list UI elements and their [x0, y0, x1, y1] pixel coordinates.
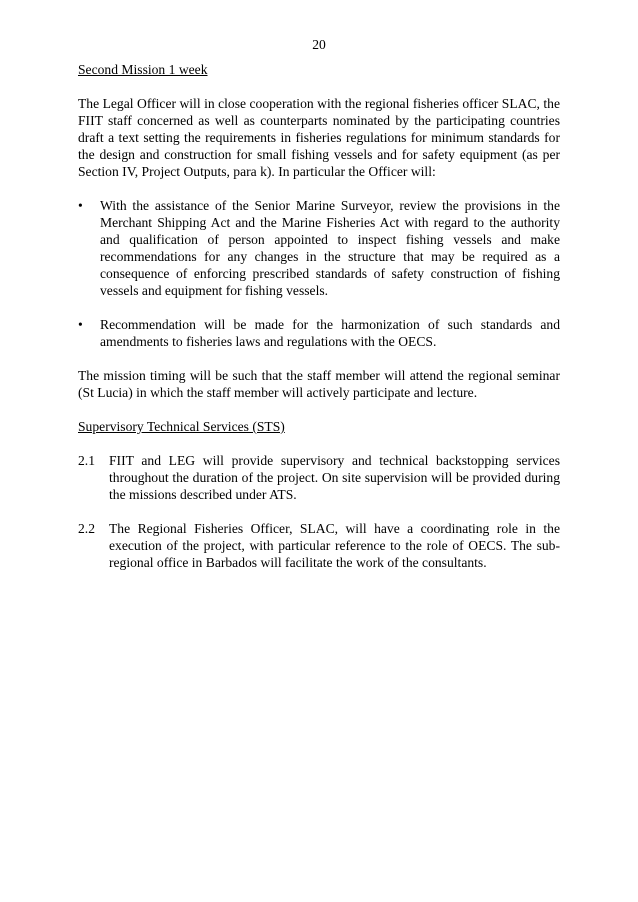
page-number: 20 [312, 37, 326, 52]
numbered-item [78, 452, 560, 503]
bullet-icon: • [78, 198, 83, 213]
item-text: The Regional Fisheries Officer, SLAC, will have a coordinating role in the execution of the project, with particular reference to the role of OECS. The sub-regional office in Barbados will facilitate the work of the consultants. [109, 521, 560, 570]
bullet-text: With the assistance of the Senior Marine Surveyor, review the provisions in the Merchant Shipping Act and the Marine Fisheries Act with regard to the authority and qualification of person appointed to inspect fishing vessels and make recommendations for any changes in the structure that may be required as a consequence of enforcing prescribed standards of safety construction of fishing vessels and equipment for fishing vessels. [100, 198, 560, 298]
numbered-list [78, 452, 560, 571]
paragraph-mission-timing: The mission timing will be such that the staff member will attend the regional seminar (St Lucia) in which the staff member will actively participate and lecture. [78, 368, 560, 400]
section-heading-second-mission: Second Mission 1 week [78, 62, 208, 77]
item-number: 2.1 [78, 453, 95, 468]
bullet-text: Recommendation will be made for the harmonization of such standards and amendments to fisheries laws and regulations with the OECS. [100, 317, 560, 349]
numbered-item [78, 520, 560, 571]
bullet-list [78, 197, 560, 350]
bullet-item [78, 316, 560, 350]
section-heading-sts: Supervisory Technical Services (STS) [78, 419, 285, 434]
item-text: FIIT and LEG will provide supervisory and technical backstopping services throughout the duration of the project. On site supervision will be provided during the missions described under ATS. [109, 453, 560, 502]
paragraph-intro: The Legal Officer will in close cooperation with the regional fisheries officer SLAC, the FIIT staff concerned as well as counterparts nominated by the participating countries draft a text setting the requirements in fisheries regulations for minimum standards for the design and construction for small fishing vessels and for safety equipment (as per Section IV, Project Outputs, para k). In particular the Officer will: [78, 96, 560, 179]
item-number: 2.2 [78, 521, 95, 536]
bullet-icon: • [78, 317, 83, 332]
bullet-item [78, 197, 560, 299]
